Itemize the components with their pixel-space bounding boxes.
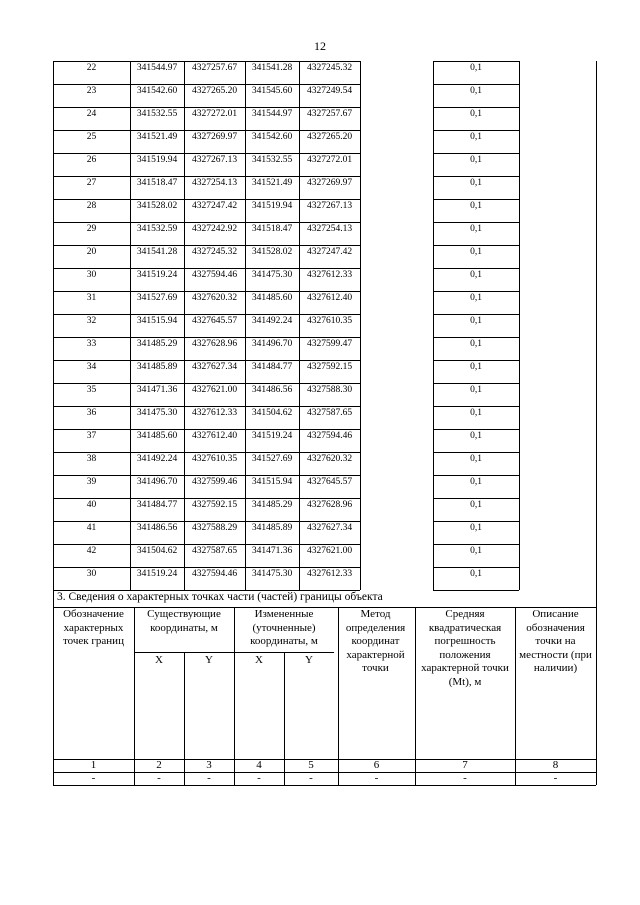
coordinate-cell: 4327627.34 xyxy=(306,523,353,533)
column-number-cell: 6 xyxy=(373,759,380,771)
coordinate-cell: 4327612.33 xyxy=(306,270,353,280)
error-value-cell: 0,1 xyxy=(470,569,482,579)
coordinate-cell: 341471.36 xyxy=(136,385,178,395)
coordinate-cell: 4327621.00 xyxy=(191,385,238,395)
grid-line xyxy=(53,567,360,568)
coordinate-cell: 341532.59 xyxy=(136,224,178,234)
coordinate-cell: 4327592.15 xyxy=(191,500,238,510)
grid-line xyxy=(433,383,519,384)
coordinate-cell: 341527.69 xyxy=(136,293,178,303)
point-number-cell: 37 xyxy=(86,431,97,441)
grid-line xyxy=(433,268,519,269)
point-number-cell: 33 xyxy=(86,339,97,349)
point-number-cell: 24 xyxy=(86,109,97,119)
coordinate-cell: 4327627.34 xyxy=(191,362,238,372)
error-value-cell: 0,1 xyxy=(470,339,482,349)
column-number-cell: 5 xyxy=(308,759,314,771)
section-3-title: 3. Сведения о характерных точках части (частей) границы объекта xyxy=(57,591,383,603)
coordinate-cell: 341528.02 xyxy=(136,201,178,211)
column-number-cell: 4 xyxy=(256,759,262,771)
point-number-cell: 27 xyxy=(86,178,97,188)
grid-line xyxy=(433,84,519,85)
error-value-cell: 0,1 xyxy=(470,408,482,418)
grid-line xyxy=(433,429,519,430)
empty-cell: - xyxy=(553,772,558,784)
error-value-cell: 0,1 xyxy=(470,86,482,96)
coordinate-cell: 341542.60 xyxy=(251,132,293,142)
coordinate-cell: 4327592.15 xyxy=(306,362,353,372)
coordinate-cell: 4327612.33 xyxy=(191,408,238,418)
grid-line xyxy=(433,291,519,292)
coordinate-cell: 4327594.46 xyxy=(191,270,238,280)
grid-line xyxy=(53,429,360,430)
empty-cell: - xyxy=(463,772,467,784)
coordinate-cell: 4327594.46 xyxy=(306,431,353,441)
point-number-cell: 28 xyxy=(86,201,97,211)
grid-line xyxy=(53,199,360,200)
coordinate-cell: 4327599.46 xyxy=(191,477,238,487)
coordinate-cell: 4327599.47 xyxy=(306,339,353,349)
grid-line xyxy=(53,291,360,292)
grid-line xyxy=(53,153,360,154)
error-value-cell: 0,1 xyxy=(470,132,482,142)
grid-line xyxy=(433,222,519,223)
coordinate-cell: 4327620.32 xyxy=(306,454,353,464)
coordinate-cell: 4327254.13 xyxy=(191,178,238,188)
header-error: Средняя квадратическая погрешность положения характерной точки (Mt), м xyxy=(421,608,509,688)
coordinate-cell: 4327245.32 xyxy=(306,63,353,73)
coordinate-cell: 4327247.42 xyxy=(306,247,353,257)
coordinate-cell: 341532.55 xyxy=(251,155,293,165)
point-number-cell: 36 xyxy=(86,408,97,418)
coordinate-cell: 341485.29 xyxy=(251,500,293,510)
column-number-cell: 7 xyxy=(462,759,468,771)
coordinate-cell: 341545.60 xyxy=(251,86,293,96)
grid-line xyxy=(433,567,519,568)
error-value-cell: 0,1 xyxy=(470,109,482,119)
coordinate-cell: 341519.24 xyxy=(251,431,293,441)
grid-line xyxy=(53,383,360,384)
coordinate-cell: 341485.29 xyxy=(136,339,178,349)
coordinate-cell: 4327247.42 xyxy=(191,201,238,211)
coordinate-cell: 341518.47 xyxy=(251,224,293,234)
point-number-cell: 42 xyxy=(86,546,97,556)
point-number-cell: 32 xyxy=(86,316,97,326)
grid-line xyxy=(53,544,360,545)
grid-line xyxy=(433,199,519,200)
error-value-cell: 0,1 xyxy=(470,362,482,372)
coordinate-cell: 341544.97 xyxy=(251,109,293,119)
error-value-cell: 0,1 xyxy=(470,316,482,326)
grid-line xyxy=(53,406,360,407)
coordinate-cell: 341485.60 xyxy=(251,293,293,303)
grid-line xyxy=(53,521,360,522)
subheader-changed-y: Y xyxy=(305,654,313,666)
error-value-cell: 0,1 xyxy=(470,385,482,395)
grid-line xyxy=(53,475,360,476)
grid-line xyxy=(433,360,519,361)
coordinate-cell: 341484.77 xyxy=(136,500,178,510)
point-number-cell: 39 xyxy=(86,477,97,487)
coordinate-cell: 4327612.33 xyxy=(306,569,353,579)
empty-cell: - xyxy=(157,772,161,784)
coordinate-cell: 341519.24 xyxy=(136,270,178,280)
coordinate-cell: 341485.89 xyxy=(136,362,178,372)
grid-line xyxy=(53,107,360,108)
grid-line xyxy=(53,84,360,85)
coordinate-cell: 341484.77 xyxy=(251,362,293,372)
coordinate-cell: 4327242.92 xyxy=(191,224,238,234)
coordinate-cell: 4327587.65 xyxy=(306,408,353,418)
grid-line xyxy=(53,268,360,269)
coordinate-cell: 4327254.13 xyxy=(306,224,353,234)
grid-line xyxy=(433,130,519,131)
coordinate-cell: 4327265.20 xyxy=(191,86,238,96)
header-description: Описание обозначения точки на местности (при наличии) xyxy=(519,608,592,674)
grid-line xyxy=(53,245,360,246)
grid-line xyxy=(53,222,360,223)
error-value-cell: 0,1 xyxy=(470,224,482,234)
error-value-cell: 0,1 xyxy=(470,270,482,280)
coordinate-cell: 4327645.57 xyxy=(191,316,238,326)
point-number-cell: 41 xyxy=(86,523,97,533)
coordinate-cell: 341492.24 xyxy=(136,454,178,464)
point-number-cell: 26 xyxy=(86,155,97,165)
grid-line xyxy=(433,314,519,315)
subheader-existing-x: X xyxy=(155,654,163,666)
coordinate-cell: 341541.28 xyxy=(136,247,178,257)
coordinate-cell: 341504.62 xyxy=(136,546,178,556)
empty-cell: - xyxy=(91,772,96,784)
page-number: 12 xyxy=(314,39,326,53)
grid-line xyxy=(433,590,519,591)
grid-line xyxy=(433,176,519,177)
coordinate-cell: 341544.97 xyxy=(136,63,178,73)
error-value-cell: 0,1 xyxy=(470,546,482,556)
coordinate-cell: 4327269.97 xyxy=(191,132,238,142)
coordinate-cell: 341486.56 xyxy=(136,523,178,533)
grid-line xyxy=(433,337,519,338)
error-value-cell: 0,1 xyxy=(470,155,482,165)
point-number-cell: 30 xyxy=(86,569,97,579)
point-number-cell: 38 xyxy=(86,454,97,464)
grid-line xyxy=(53,130,360,131)
grid-line xyxy=(53,314,360,315)
coordinate-cell: 4327245.32 xyxy=(191,247,238,257)
point-number-cell: 23 xyxy=(86,86,97,96)
header-existing-coordinates: Существующие координаты, м xyxy=(147,608,221,634)
coordinate-cell: 4327588.29 xyxy=(191,523,238,533)
empty-cell: - xyxy=(309,772,313,784)
grid-line xyxy=(596,61,597,590)
point-number-cell: 29 xyxy=(86,224,97,234)
coordinate-cell: 341492.24 xyxy=(251,316,293,326)
grid-line xyxy=(53,498,360,499)
grid-line xyxy=(433,475,519,476)
subheader-changed-x: X xyxy=(255,654,263,666)
coordinate-cell: 4327257.67 xyxy=(191,63,238,73)
coordinate-cell: 341521.49 xyxy=(251,178,293,188)
coordinate-cell: 4327267.13 xyxy=(191,155,238,165)
coordinates-table xyxy=(53,61,596,785)
header-method: Метод определения координат характерной точки xyxy=(345,608,406,674)
header-changed-coordinates: Измененные (уточненные) координаты, м xyxy=(250,608,318,647)
grid-line xyxy=(433,153,519,154)
coordinate-cell: 4327588.30 xyxy=(306,385,353,395)
coordinate-cell: 4327612.40 xyxy=(306,293,353,303)
coordinate-cell: 341532.55 xyxy=(136,109,178,119)
coordinate-cell: 341471.36 xyxy=(251,546,293,556)
error-value-cell: 0,1 xyxy=(470,477,482,487)
header-point-designation: Обозначение характерных точек границ xyxy=(63,608,124,647)
coordinate-cell: 4327628.96 xyxy=(191,339,238,349)
coordinate-cell: 4327628.96 xyxy=(306,500,353,510)
coordinate-cell: 4327257.67 xyxy=(306,109,353,119)
coordinate-cell: 4327620.32 xyxy=(191,293,238,303)
grid-line xyxy=(433,521,519,522)
coordinate-cell: 4327265.20 xyxy=(306,132,353,142)
coordinate-cell: 341475.30 xyxy=(251,270,293,280)
error-value-cell: 0,1 xyxy=(470,293,482,303)
coordinate-cell: 341519.94 xyxy=(251,201,293,211)
coordinate-cell: 4327587.65 xyxy=(191,546,238,556)
coordinate-cell: 341519.94 xyxy=(136,155,178,165)
coordinate-cell: 4327621.00 xyxy=(306,546,353,556)
coordinate-cell: 341515.94 xyxy=(251,477,293,487)
error-value-cell: 0,1 xyxy=(470,431,482,441)
coordinate-cell: 341485.89 xyxy=(251,523,293,533)
coordinate-cell: 341485.60 xyxy=(136,431,178,441)
grid-line xyxy=(433,544,519,545)
column-number-cell: 1 xyxy=(90,759,97,771)
coordinate-cell: 341496.70 xyxy=(251,339,293,349)
coordinate-cell: 341519.24 xyxy=(136,569,178,579)
coordinate-cell: 341475.30 xyxy=(136,408,178,418)
coordinate-cell: 4327612.40 xyxy=(191,431,238,441)
grid-line xyxy=(433,61,519,62)
grid-line xyxy=(433,107,519,108)
coordinate-cell: 341527.69 xyxy=(251,454,293,464)
coordinate-cell: 341542.60 xyxy=(136,86,178,96)
subheader-existing-y: Y xyxy=(205,654,213,666)
empty-cell: - xyxy=(207,772,211,784)
coordinate-cell: 341475.30 xyxy=(251,569,293,579)
coordinate-cell: 4327645.57 xyxy=(306,477,353,487)
grid-line xyxy=(433,406,519,407)
grid-line xyxy=(433,245,519,246)
coordinate-cell: 4327249.54 xyxy=(306,86,353,96)
grid-line xyxy=(596,590,597,785)
grid-line xyxy=(53,61,360,62)
error-value-cell: 0,1 xyxy=(470,454,482,464)
column-number-cell: 8 xyxy=(552,759,559,771)
grid-line xyxy=(433,452,519,453)
empty-cell: - xyxy=(374,772,379,784)
error-value-cell: 0,1 xyxy=(470,523,482,533)
point-number-cell: 22 xyxy=(86,63,97,73)
grid-line xyxy=(53,360,360,361)
grid-line xyxy=(53,452,360,453)
point-number-cell: 25 xyxy=(86,132,97,142)
error-value-cell: 0,1 xyxy=(470,201,482,211)
coordinate-cell: 341496.70 xyxy=(136,477,178,487)
point-number-cell: 20 xyxy=(86,247,97,257)
grid-line xyxy=(53,176,360,177)
empty-cell: - xyxy=(257,772,261,784)
grid-line xyxy=(519,61,520,590)
coordinate-cell: 341486.56 xyxy=(251,385,293,395)
coordinate-cell: 4327610.35 xyxy=(306,316,353,326)
error-value-cell: 0,1 xyxy=(470,63,482,73)
coordinate-cell: 4327594.46 xyxy=(191,569,238,579)
error-value-cell: 0,1 xyxy=(470,178,482,188)
column-number-cell: 2 xyxy=(156,759,162,771)
coordinate-cell: 341521.49 xyxy=(136,132,178,142)
point-number-cell: 40 xyxy=(86,500,97,510)
coordinate-cell: 4327610.35 xyxy=(191,454,238,464)
coordinate-cell: 341541.28 xyxy=(251,63,293,73)
coordinate-cell: 4327272.01 xyxy=(191,109,238,119)
coordinate-cell: 4327269.97 xyxy=(306,178,353,188)
coordinate-cell: 341515.94 xyxy=(136,316,178,326)
coordinate-cell: 4327272.01 xyxy=(306,155,353,165)
point-number-cell: 30 xyxy=(86,270,97,280)
column-number-cell: 3 xyxy=(206,759,212,771)
point-number-cell: 34 xyxy=(86,362,97,372)
error-value-cell: 0,1 xyxy=(470,247,482,257)
coordinate-cell: 341504.62 xyxy=(251,408,293,418)
grid-line xyxy=(360,61,361,590)
grid-line xyxy=(433,498,519,499)
error-value-cell: 0,1 xyxy=(470,500,482,510)
point-number-cell: 31 xyxy=(86,293,97,303)
grid-line xyxy=(53,337,360,338)
coordinate-cell: 4327267.13 xyxy=(306,201,353,211)
point-number-cell: 35 xyxy=(86,385,97,395)
coordinate-cell: 341528.02 xyxy=(251,247,293,257)
coordinate-cell: 341518.47 xyxy=(136,178,178,188)
